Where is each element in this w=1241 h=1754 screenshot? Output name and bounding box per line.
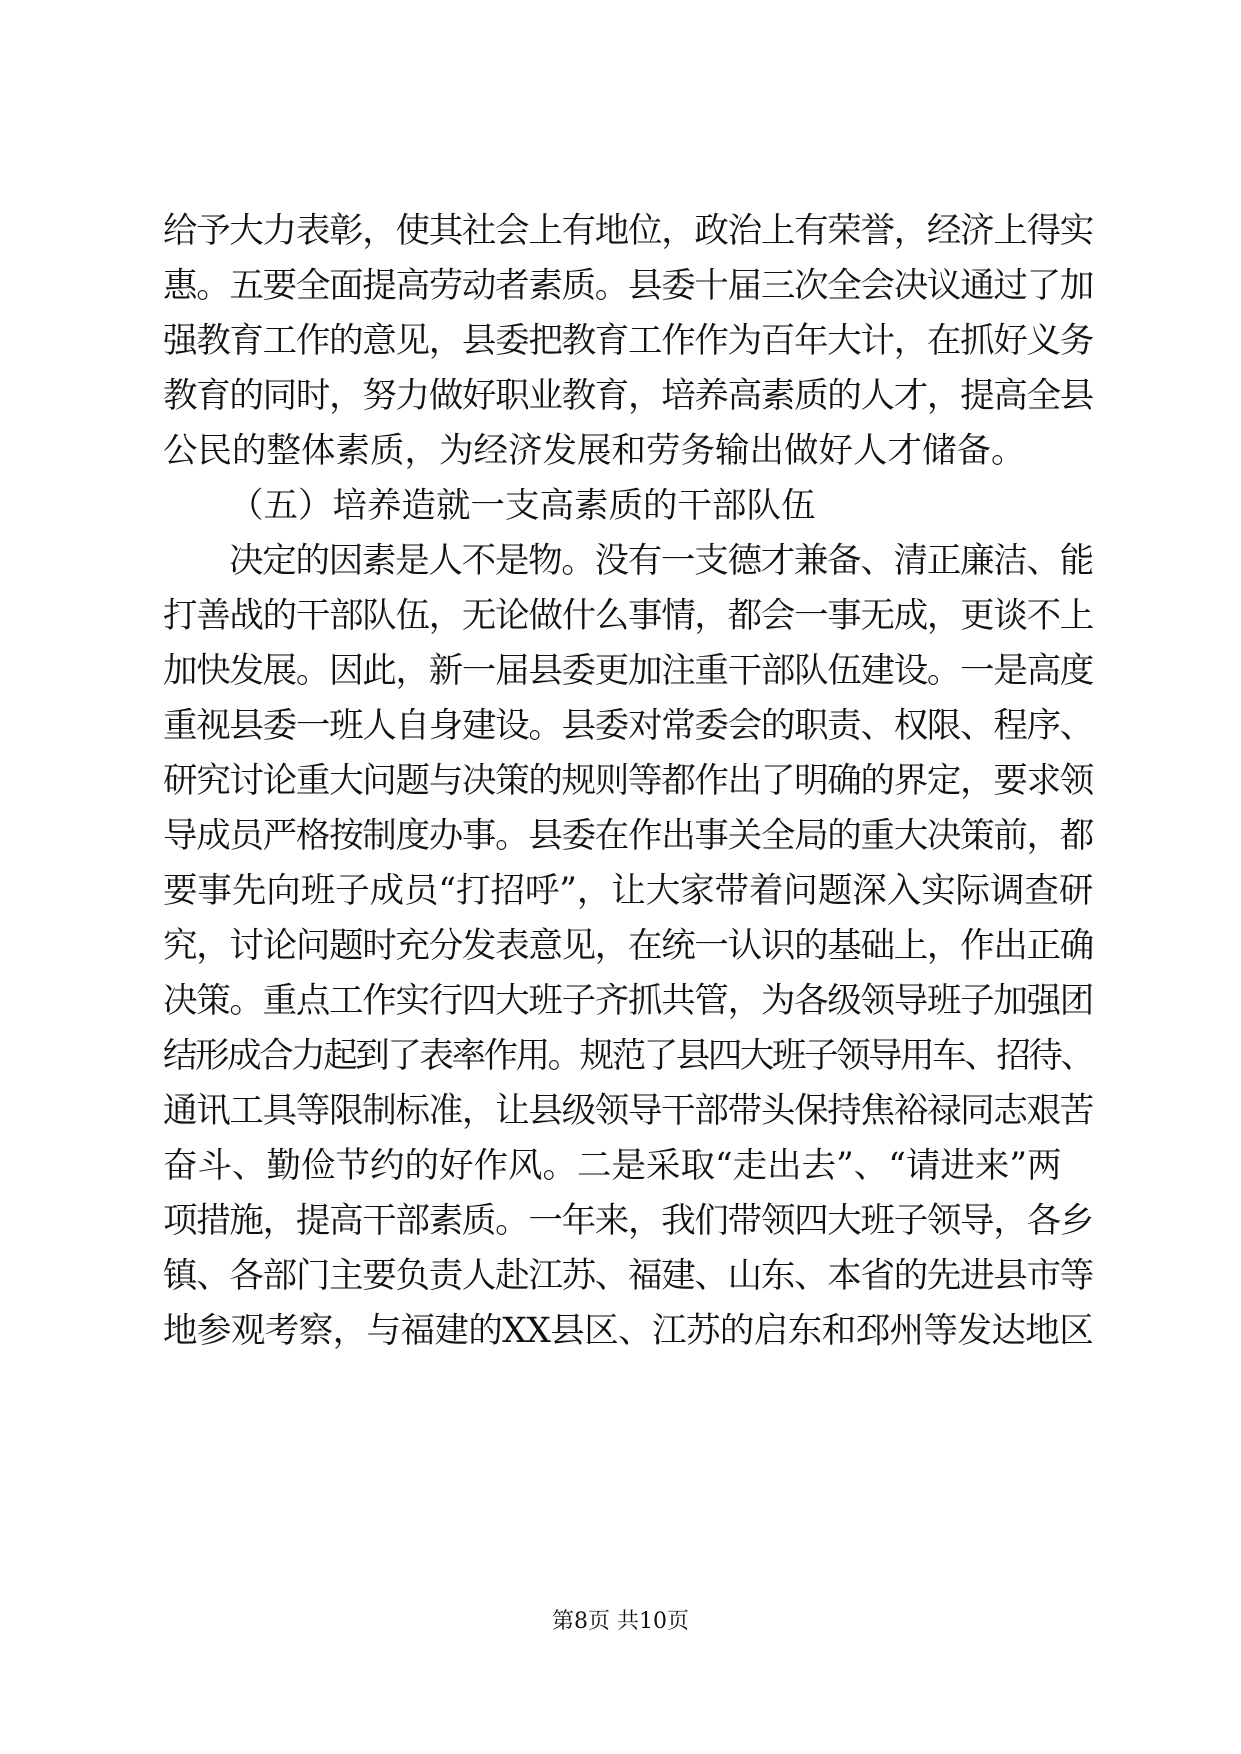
body-text-line: 教育的同时，努力做好职业教育，培养高素质的人才，提高全县: [163, 376, 1093, 416]
body-text-line: 给予大力表彰，使其社会上有地位，政治上有荣誉，经济上得实: [163, 211, 1093, 251]
body-text-line: 打善战的干部队伍，无论做什么事情，都会一事无成，更谈不上: [163, 596, 1093, 636]
body-text-line: 地参观考察，与福建的XX县区、江苏的启东和邳州等发达地区: [163, 1311, 1094, 1351]
body-text-line: 惠。五要全面提高劳动者素质。县委十届三次全会决议通过了加: [163, 266, 1093, 306]
body-text-line: 强教育工作的意见，县委把教育工作作为百年大计，在抓好义务: [163, 321, 1093, 361]
body-text-line: 通讯工具等限制标准，让县级领导干部带头保持焦裕禄同志艰苦: [163, 1091, 1093, 1131]
body-text-line: 奋斗、勤俭节约的好作风。二是采取“走出去”、“请进来”两: [163, 1146, 1062, 1186]
body-text-line: 重视县委一班人自身建设。县委对常委会的职责、权限、程序、: [163, 706, 1093, 746]
body-text-line: 公民的整体素质，为经济发展和劳务输出做好人才储备。: [163, 431, 1026, 471]
body-text-line: 研究讨论重大问题与决策的规则等都作出了明确的界定，要求领: [163, 761, 1093, 801]
page-number-footer: 第8页 共10页: [552, 1609, 689, 1634]
body-text-line: 导成员严格按制度办事。县委在作出事关全局的重大决策前，都: [163, 816, 1093, 856]
body-text-line: 镇、各部门主要负责人赴江苏、福建、山东、本省的先进县市等: [163, 1256, 1093, 1296]
body-text-line: 决定的因素是人不是物。没有一支德才兼备、清正廉洁、能: [229, 541, 1093, 581]
body-text-line: 加快发展。因此，新一届县委更加注重干部队伍建设。一是高度: [163, 651, 1093, 691]
body-text-line: 结形成合力起到了表率作用。规范了县四大班子领导用车、招待、: [163, 1036, 1093, 1076]
section-heading: （五）培养造就一支高素质的干部队伍: [229, 486, 816, 526]
body-text-line: 决策。重点工作实行四大班子齐抓共管，为各级领导班子加强团: [163, 981, 1093, 1021]
body-text-line: 要事先向班子成员“打招呼”，让大家带着问题深入实际调查研: [163, 871, 1094, 911]
body-text-line: 项措施，提高干部素质。一年来，我们带领四大班子领导，各乡: [163, 1201, 1093, 1241]
body-text-line: 究，讨论问题时充分发表意见，在统一认识的基础上，作出正确: [163, 926, 1093, 966]
